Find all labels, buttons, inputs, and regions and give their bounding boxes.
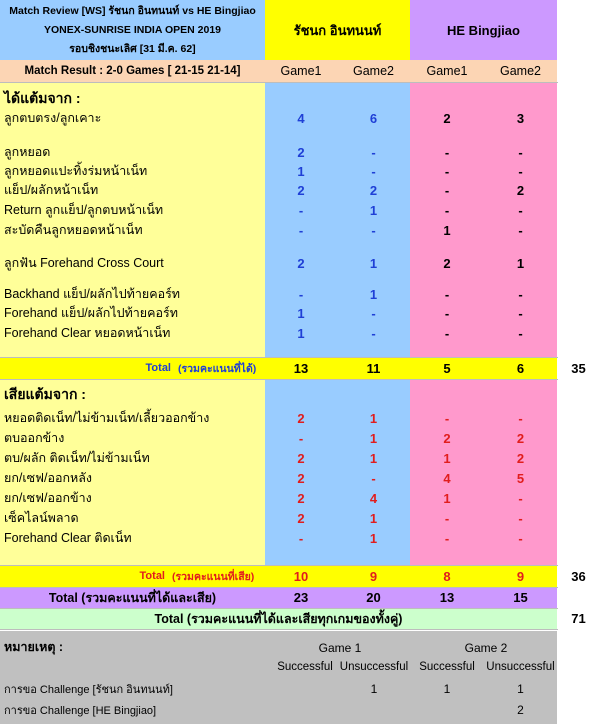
won-total-value: 6: [516, 360, 525, 376]
lost-value: 2: [516, 430, 525, 446]
won-value: -: [518, 222, 523, 238]
won-value: -: [444, 202, 450, 218]
combined-total-label: Total (รวมคะแนนที่ได้และเสีย): [48, 590, 217, 605]
won-value: -: [518, 202, 523, 218]
won-total-value: 13: [293, 360, 309, 376]
lost-value: -: [444, 510, 450, 526]
notes-game1-header: Game 1: [318, 641, 362, 655]
won-row-label: ลูกตบตรง/ลูกเคาะ: [4, 111, 102, 125]
notes-column-header: Successful: [419, 661, 475, 673]
won-value: 1: [369, 286, 378, 302]
won-row-label: ลูกหยอดแปะทิ้งร่มหน้าเน็ท: [4, 164, 148, 178]
lost-total-value: 8: [443, 568, 451, 584]
lost-value: -: [371, 470, 376, 486]
game-column-header: Game1: [280, 64, 322, 78]
lost-value: 1: [443, 450, 451, 466]
won-heading: ได้แต้มจาก :: [4, 90, 81, 106]
won-row-label: Backhand แย็ป/ผลักไปท้ายคอร์ท: [4, 287, 181, 301]
won-value: 1: [297, 325, 305, 341]
won-value: -: [518, 286, 523, 302]
won-value: 2: [369, 182, 378, 198]
challenge-row-label: การขอ Challenge [HE Bingjiao]: [4, 705, 157, 717]
challenge-value: 1: [370, 682, 378, 696]
won-value: -: [518, 144, 523, 160]
lost-value: -: [298, 530, 304, 546]
won-value: 2: [516, 182, 525, 198]
overall-total-value: 71: [571, 611, 586, 626]
lost-value: 2: [443, 430, 451, 446]
won-value: 2: [297, 255, 305, 271]
won-row-label: Forehand Clear หยอดหน้าเน็ท: [4, 326, 171, 340]
won-value: -: [444, 325, 450, 341]
won-value: -: [371, 222, 376, 238]
won-value: -: [298, 286, 304, 302]
won-total-note: (รวมคะแนนที่ได้): [178, 362, 257, 375]
game-column-header: Game2: [353, 64, 394, 78]
lost-row-label: ยก/เซฟ/ออกหลัง: [4, 471, 93, 485]
won-row-label: แย็ป/ผลักหน้าเน็ท: [4, 183, 99, 197]
lost-value: -: [298, 430, 304, 446]
won-value: -: [371, 144, 376, 160]
lost-value: -: [518, 490, 523, 506]
lost-total-value: 10: [293, 568, 309, 584]
lost-value: 2: [297, 410, 305, 426]
match-title-line: YONEX-SUNRISE INDIA OPEN 2019: [44, 24, 221, 36]
notes-game2-header: Game 2: [464, 641, 508, 655]
lost-row-label: ตบออกข้าง: [4, 431, 65, 445]
lost-total-value: 9: [516, 568, 525, 584]
won-value: -: [518, 305, 523, 321]
won-value: -: [444, 144, 450, 160]
notes-column-header: Unsuccessful: [339, 661, 409, 673]
combined-total-value: 20: [366, 590, 381, 605]
combined-total-value: 23: [293, 590, 309, 605]
lost-value: 2: [297, 510, 305, 526]
won-total-value: 5: [443, 360, 451, 376]
game-column-header: Game1: [426, 64, 468, 78]
won-value: 1: [369, 202, 378, 218]
match-title-line: Match Review [WS] รัชนก อินทนนท์ vs HE Bingjiao: [9, 5, 256, 17]
won-value: 2: [443, 110, 451, 126]
won-value: 1: [369, 255, 378, 271]
row-divider: [0, 357, 558, 358]
won-value: -: [518, 163, 523, 179]
won-value: -: [298, 222, 304, 238]
notes-column-header: Successful: [277, 661, 333, 673]
lost-value: 1: [369, 410, 378, 426]
lost-row-label: เซ็คไลน์พลาด: [4, 511, 79, 525]
lost-value: 1: [369, 430, 378, 446]
won-value: 1: [297, 305, 305, 321]
row-divider: [0, 82, 558, 83]
lost-row-label: ยก/เซฟ/ออกข้าง: [4, 491, 92, 505]
lost-value: 1: [369, 450, 378, 466]
lost-value: 1: [369, 510, 378, 526]
won-value: 2: [443, 255, 451, 271]
notes-heading: หมายเหตุ :: [4, 640, 64, 654]
lost-value: 2: [516, 450, 525, 466]
row-divider: [0, 587, 558, 588]
lost-value: -: [444, 410, 450, 426]
lost-heading: เสียแต้มจาก :: [4, 386, 86, 402]
lost-value: 1: [443, 490, 451, 506]
won-total-label: Total: [145, 362, 171, 374]
overall-total-label: Total (รวมคะแนนที่ได้และเสียทุกเกมของทั้งคู่): [154, 611, 403, 626]
won-row-label: ลูกฟัน Forehand Cross Court: [4, 256, 164, 270]
won-value: -: [444, 286, 450, 302]
row-divider: [0, 565, 558, 566]
challenge-value: 2: [517, 703, 524, 717]
player2-name: HE Bingjiao: [447, 22, 520, 38]
won-value: -: [444, 305, 450, 321]
lost-value: 5: [516, 470, 525, 486]
won-value: 1: [443, 222, 451, 238]
row-divider: [0, 608, 558, 609]
lost-value: 1: [369, 530, 378, 546]
combined-total-value: 15: [513, 590, 528, 605]
won-value: -: [444, 182, 450, 198]
won-grand-total: 35: [571, 360, 586, 376]
challenge-value: 1: [443, 682, 451, 696]
lost-row-label: หยอดติดเน็ท/ไม่ข้ามเน็ท/เลี้ยวออกข้าง: [4, 411, 210, 425]
won-row-label: Return ลูกแย็ป/ลูกตบหน้าเน็ท: [4, 203, 164, 217]
challenge-value: [410, 700, 484, 720]
won-value: 2: [297, 182, 305, 198]
lost-row-label: Forehand Clear ติดเน็ท: [4, 531, 132, 545]
won-value: 1: [297, 163, 305, 179]
won-row-label: ลูกหยอด: [4, 145, 51, 159]
match-title-line: รอบชิงชนะเลิศ [31 มี.ค. 62]: [69, 43, 196, 55]
lost-value: -: [518, 530, 523, 546]
lost-value: 2: [297, 450, 305, 466]
lost-total-value: 9: [369, 568, 378, 584]
won-value: -: [444, 163, 450, 179]
combined-total-value: 13: [439, 590, 455, 605]
row-divider: [0, 379, 558, 380]
won-value: -: [371, 305, 376, 321]
lost-value: 4: [369, 490, 378, 506]
challenge-value: [338, 700, 410, 720]
lost-value: -: [518, 410, 523, 426]
lost-value: 4: [443, 470, 451, 486]
challenge-value: [272, 700, 338, 720]
lost-value: -: [444, 530, 450, 546]
won-value: 4: [297, 110, 305, 126]
lost-total-label: Total: [139, 570, 165, 582]
won-value: -: [298, 202, 304, 218]
won-value: 1: [516, 255, 525, 271]
won-value: 2: [297, 144, 305, 160]
lost-total-note: (รวมคะแนนที่เสีย): [172, 570, 255, 583]
won-value: 6: [369, 110, 378, 126]
notes-column-header: Unsuccessful: [486, 661, 555, 673]
challenge-row-label: การขอ Challenge [รัชนก อินทนนท์]: [4, 684, 173, 696]
game-column-header: Game2: [500, 64, 541, 78]
won-row-label: สะบัดคืนลูกหยอดหน้าเน็ท: [4, 223, 143, 237]
won-row-label: Forehand แย็ป/ผลักไปท้ายคอร์ท: [4, 306, 178, 320]
lost-value: 2: [297, 490, 305, 506]
lost-row-label: ตบ/ผลัก ติดเน็ท/ไม่ข้ามเน็ท: [4, 451, 150, 465]
lost-value: 2: [297, 470, 305, 486]
lost-value: -: [518, 510, 523, 526]
challenge-value: [272, 679, 338, 699]
won-total-value: 11: [366, 360, 381, 376]
match-result: Match Result : 2-0 Games [ 21-15 21-14]: [24, 65, 241, 77]
challenge-value: 1: [517, 682, 524, 696]
won-value: -: [518, 325, 523, 341]
lost-grand-total: 36: [571, 568, 586, 584]
row-divider: [0, 629, 558, 630]
player1-name: รัชนก อินทนนท์: [293, 22, 382, 38]
won-value: -: [371, 163, 376, 179]
won-value: 3: [516, 110, 525, 126]
won-value: -: [371, 325, 376, 341]
